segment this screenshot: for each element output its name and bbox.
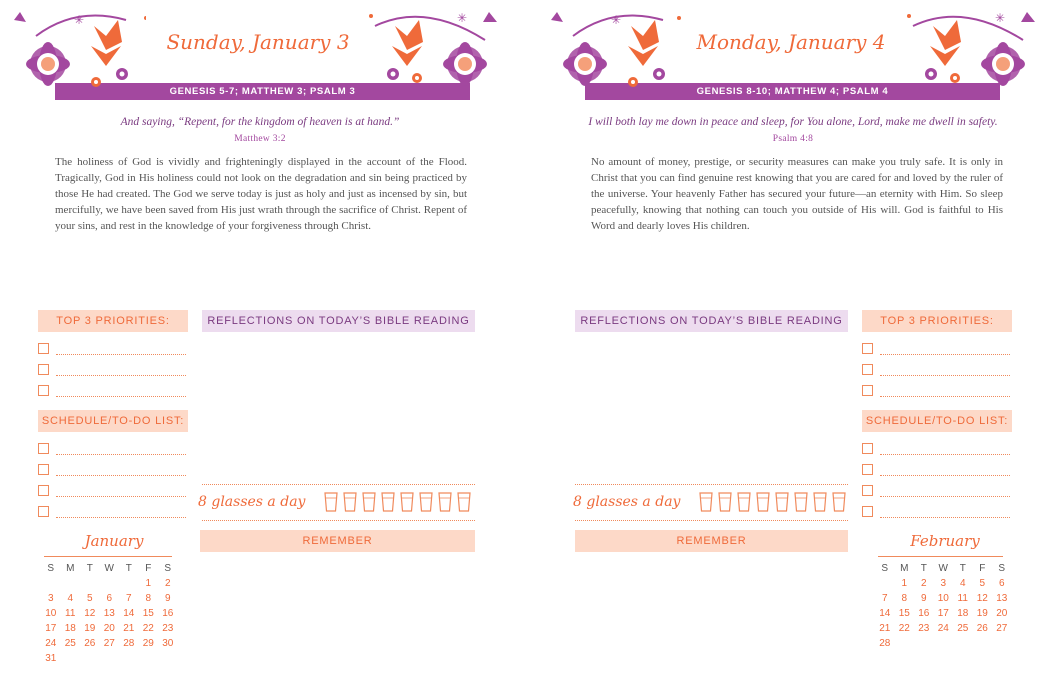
verse-text: And saying, “Repent, for the kingdom of heaven is at hand.” [120,116,400,128]
verse-text: I will both lay me down in peace and sleep, for You alone, Lord, make me dwell in safety. [588,116,998,128]
calendar-day [61,651,81,666]
schedule-item[interactable] [38,464,188,478]
right-planner-page [525,0,1050,700]
calendar-day: 17 [45,623,57,634]
calendar-day: 2 [164,578,171,589]
calendar-day: 21 [879,623,891,634]
calendar-day: 14 [123,608,135,619]
calendar-day: 18 [957,608,969,619]
calendar-week [41,621,178,636]
calendar-week [875,621,1012,636]
calendar-week [41,576,178,591]
calendar-weekday: T [86,563,93,574]
checkbox-icon[interactable] [862,485,873,496]
calendar-day: 15 [898,608,910,619]
schedule-item[interactable] [862,506,1012,520]
water-glass-icon[interactable] [457,492,471,512]
schedule-label: SCHEDULE/TO-DO LIST: [38,410,188,432]
schedule-item[interactable] [862,464,1012,478]
flower-icon [543,6,683,106]
reading-plan: GENESIS 8-10; MATTHEW 4; PSALM 4 [696,86,889,97]
calendar-day: 25 [957,623,969,634]
calendar-day: 31 [45,653,57,664]
writing-line[interactable] [880,354,1010,355]
flower-icon [903,6,1043,106]
calendar-weekday: T [125,563,132,574]
calendar-day: 20 [103,623,115,634]
calendar-day: 13 [103,608,115,619]
calendar-day: 11 [957,593,968,604]
calendar-day: 13 [996,593,1008,604]
calendar-day: 5 [979,578,986,589]
calendar-week [875,576,1012,591]
calendar-day: 15 [142,608,154,619]
writing-line[interactable] [56,517,186,518]
calendar-weekday: S [998,563,1006,574]
schedule-item[interactable] [862,485,1012,499]
calendar-day: 12 [84,608,96,619]
calendar-day: 26 [976,623,988,634]
schedule-label: SCHEDULE/TO-DO LIST: [862,410,1012,432]
checkbox-icon[interactable] [38,343,49,354]
mini-calendar [41,561,178,666]
calendar-rule [44,556,172,557]
calendar-day: 22 [898,623,910,634]
water-glass-icon[interactable] [419,492,433,512]
remember-label: REMEMBER [575,530,848,552]
mini-calendar [875,561,1012,651]
writing-line[interactable] [56,396,186,397]
writing-line[interactable] [56,454,186,455]
checkbox-icon[interactable] [38,385,49,396]
reflection-line[interactable] [575,520,848,521]
remember-label: REMEMBER [200,530,475,552]
water-glass-icon[interactable] [756,492,770,512]
calendar-day: 20 [996,608,1008,619]
calendar-day [80,651,100,666]
calendar-day: 10 [937,593,949,604]
calendar-day [895,636,915,651]
calendar-day: 26 [84,638,96,649]
calendar-month: January [84,532,144,550]
calendar-weekday: M [900,563,909,574]
calendar-day: 27 [996,623,1008,634]
calendar-day: 29 [142,638,154,649]
devotion-text: The holiness of God is vividly and frighteningly displayed in the account of the Flood. Tragically, God in His holiness could not look on the degradation and sin being practiced by those He had created. The God we serve today is just as holy and just as incensed by sin, but mercifully, we have been saved from His just wrath through the sacrifice of Christ. Repent of your sins, and rest in the knowledge of your forgiveness through Christ. [55,156,467,232]
priorities-label: TOP 3 PRIORITIES: [862,310,1012,332]
reflection-line[interactable] [202,484,475,485]
checkbox-icon[interactable] [38,506,49,517]
writing-line[interactable] [56,496,186,497]
calendar-day: 18 [64,623,76,634]
calendar-day [119,651,139,666]
checkbox-icon[interactable] [862,464,873,475]
reflections-label: REFLECTIONS ON TODAY’S BIBLE READING [202,310,475,332]
calendar-day: 21 [123,623,135,634]
checkbox-icon[interactable] [862,443,873,454]
calendar-weekday-row [875,561,1012,576]
calendar-day: 4 [959,578,966,589]
calendar-day: 28 [879,638,891,649]
calendar-day: 9 [920,593,927,604]
svg-text:✳: ✳ [457,11,468,25]
checkbox-icon[interactable] [38,443,49,454]
calendar-day: 27 [103,638,115,649]
calendar-day [875,576,895,591]
checkbox-icon[interactable] [862,343,873,354]
calendar-weekday: S [47,563,55,574]
water-glass-icon[interactable] [324,492,338,512]
calendar-day [41,576,61,591]
calendar-day: 12 [976,593,988,604]
calendar-weekday: M [66,563,75,574]
calendar-day: 2 [920,578,927,589]
calendar-day: 3 [940,578,947,589]
calendar-week [875,591,1012,606]
calendar-day [934,636,954,651]
priority-item[interactable] [862,385,1012,399]
water-glass-icon[interactable] [362,492,376,512]
verse-reference: Psalm 4:8 [772,134,814,144]
verse-reference: Matthew 3:2 [234,134,286,144]
water-glass-icon[interactable] [794,492,808,512]
calendar-day [992,636,1012,651]
flower-icon [6,6,146,106]
priority-item[interactable] [862,343,1012,357]
writing-line[interactable] [880,396,1010,397]
calendar-week [41,651,178,666]
calendar-day: 28 [123,638,135,649]
calendar-weekday: W [938,563,948,574]
priority-item[interactable] [38,364,188,378]
calendar-day: 1 [901,578,908,589]
svg-text:✳: ✳ [74,13,85,27]
calendar-day [158,651,178,666]
writing-line[interactable] [56,354,186,355]
calendar-day: 16 [162,608,174,619]
calendar-day: 19 [976,608,988,619]
calendar-day: 10 [45,608,57,619]
writing-line[interactable] [56,475,186,476]
calendar-week [41,591,178,606]
priorities-label: TOP 3 PRIORITIES: [38,310,188,332]
reading-plan: GENESIS 5-7; MATTHEW 3; PSALM 3 [169,86,356,97]
calendar-week [41,636,178,651]
checkbox-icon[interactable] [862,364,873,375]
writing-line[interactable] [880,475,1010,476]
calendar-day: 24 [937,623,949,634]
calendar-day [119,576,139,591]
calendar-day: 17 [937,608,949,619]
water-glass-icon[interactable] [718,492,732,512]
calendar-day: 8 [145,593,152,604]
day-title: Sunday, January 3 [166,30,350,54]
calendar-day: 3 [47,593,54,604]
schedule-item[interactable] [38,485,188,499]
checkbox-icon[interactable] [38,464,49,475]
calendar-weekday: F [979,563,986,574]
priority-item[interactable] [38,385,188,399]
calendar-weekday: T [920,563,927,574]
writing-line[interactable] [880,375,1010,376]
checkbox-icon[interactable] [38,364,49,375]
calendar-day [100,651,120,666]
water-glass-icon[interactable] [343,492,357,512]
priority-item[interactable] [38,343,188,357]
calendar-day: 4 [67,593,74,604]
calendar-day [953,636,973,651]
calendar-month: February [910,532,980,550]
calendar-day: 7 [125,593,132,604]
calendar-day: 11 [65,608,76,619]
calendar-weekday-row [41,561,178,576]
calendar-day: 30 [162,638,174,649]
calendar-day: 9 [164,593,171,604]
writing-line[interactable] [56,375,186,376]
calendar-day: 25 [64,638,76,649]
writing-line[interactable] [880,496,1010,497]
calendar-day [139,651,159,666]
calendar-day [100,576,120,591]
calendar-weekday: S [164,563,172,574]
writing-line[interactable] [880,517,1010,518]
calendar-week [41,606,178,621]
reflections-label: REFLECTIONS ON TODAY’S BIBLE READING [575,310,848,332]
svg-text:✳: ✳ [611,13,622,27]
writing-line[interactable] [880,454,1010,455]
water-tracker-label: 8 glasses a day [573,494,681,510]
calendar-weekday: S [881,563,889,574]
calendar-week [875,636,1012,651]
calendar-day: 23 [918,623,930,634]
water-glass-icon[interactable] [813,492,827,512]
water-glass-icon[interactable] [438,492,452,512]
schedule-item[interactable] [38,506,188,520]
calendar-day: 24 [45,638,57,649]
devotion-text: No amount of money, prestige, or security measures can make you truly safe. It is only in Christ that you can find genuine rest knowing that you are cared for and loved by the ruler of the universe. Your heavenly Father has secured your future—an eternity with Him. So sleep peacefully, knowing that nothing can touch you outside of His will. God is faithful to His Word and dearly loves His children. [591,156,1003,232]
water-glass-icon[interactable] [832,492,846,512]
water-glass-icon[interactable] [381,492,395,512]
priority-item[interactable] [862,364,1012,378]
calendar-day: 14 [879,608,891,619]
checkbox-icon[interactable] [38,485,49,496]
calendar-weekday: F [145,563,152,574]
calendar-weekday: T [959,563,966,574]
calendar-day [61,576,81,591]
calendar-day: 5 [86,593,93,604]
schedule-item[interactable] [862,443,1012,457]
reflection-line[interactable] [575,484,848,485]
checkbox-icon[interactable] [862,385,873,396]
calendar-day [914,636,934,651]
water-glass-icon[interactable] [699,492,713,512]
calendar-weekday: W [104,563,114,574]
water-tracker-label: 8 glasses a day [198,494,306,510]
calendar-day: 16 [918,608,930,619]
calendar-day: 6 [106,593,113,604]
water-glass-icon[interactable] [400,492,414,512]
calendar-week [875,606,1012,621]
calendar-day [80,576,100,591]
water-glass-icon[interactable] [775,492,789,512]
calendar-day: 22 [142,623,154,634]
schedule-item[interactable] [38,443,188,457]
svg-text:✳: ✳ [995,11,1006,25]
calendar-rule [878,556,1003,557]
calendar-day: 7 [881,593,888,604]
day-title: Monday, January 4 [696,30,886,54]
calendar-day: 23 [162,623,174,634]
flower-icon [365,6,505,106]
calendar-day: 8 [901,593,908,604]
calendar-day: 19 [84,623,96,634]
calendar-day: 1 [145,578,152,589]
calendar-day [973,636,993,651]
reflection-line[interactable] [202,520,475,521]
water-glass-icon[interactable] [737,492,751,512]
checkbox-icon[interactable] [862,506,873,517]
calendar-day: 6 [998,578,1005,589]
